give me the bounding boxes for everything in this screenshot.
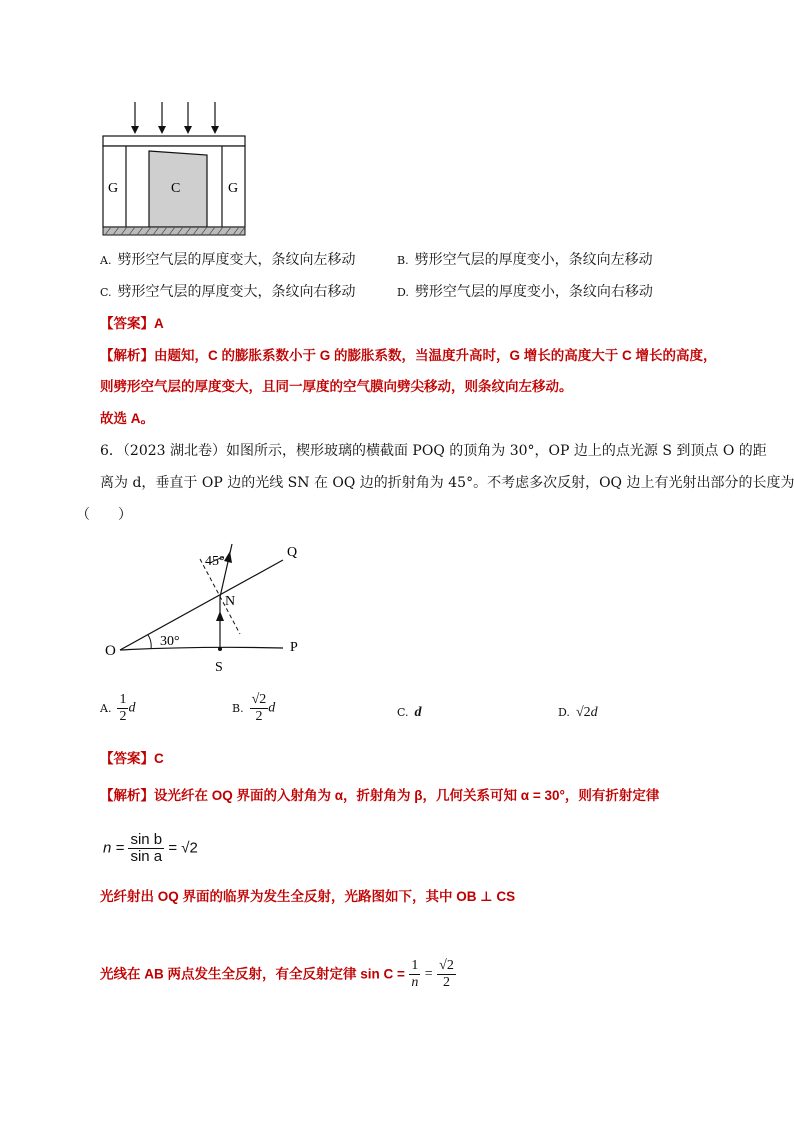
q6-critical-line: 光纤射出 OQ 界面的临界为发生全反射，光路图如下，其中 OB ⊥ CS	[100, 889, 516, 904]
label-o: O	[105, 643, 116, 659]
wedge-glass-figure	[100, 537, 320, 677]
q6-stem-line3: （ ）	[76, 507, 132, 523]
thermal-expansion-figure	[95, 96, 255, 241]
label-g-right: G	[228, 181, 239, 196]
q5-analysis-line1: 【解析】由题知，C 的膨胀系数小于 G 的膨胀系数，当温度升高时，G 增长的高度大于 C 增长的高度，	[100, 348, 717, 363]
label-q: Q	[287, 545, 298, 560]
q6-option-c: C. d	[397, 705, 422, 720]
q6-stem-line1: 6．（2023 湖北卷）如图所示，楔形玻璃的横截面 POQ 的顶角为 30°，OP 边上的点光源 S 到顶点 O 的距	[100, 443, 767, 459]
q6-analysis-intro: 【解析】设光纤在 OQ 界面的入射角为 α，折射角为 β，几何关系可知 α = 30°，则有折射定律	[100, 788, 660, 803]
q5-answer: 【答案】A	[100, 316, 164, 331]
edge-oq	[120, 560, 283, 650]
label-p: P	[290, 640, 298, 655]
q5-conclusion: 故选 A。	[100, 411, 154, 426]
q5-option-d: D. 劈形空气层的厚度变小，条纹向右移动	[397, 284, 653, 300]
q6-stem-line2: 离为 d，垂直于 OP 边的光线 SN 在 OQ 边的折射角为 45°。不考虑多次反射，OQ 边上有光射出部分的长度为	[100, 475, 794, 491]
edge-op	[120, 647, 283, 650]
label-angle-30: 30°	[160, 634, 180, 649]
q5-analysis-line2: 则劈形空气层的厚度变大，且同一厚度的空气膜向劈尖移动，则条纹向左移动。	[100, 379, 573, 394]
total-reflection-line: 光线在 AB 两点发生全反射，有全反射定律 sin C = $\frac{1}{n}$ = $\frac{√2}{2}$	[100, 958, 454, 990]
refraction-equation: n = $\frac{\text{sin b}}{\text{sin a}}$ = √2	[103, 831, 198, 865]
q5-option-a: A. 劈形空气层的厚度变大，条纹向左移动	[100, 252, 356, 268]
q6-option-b: B. $\frac{√2}{2}$ d	[232, 692, 276, 724]
q6-option-d: D. √2d	[558, 705, 598, 720]
label-angle-45: 45°	[205, 554, 225, 569]
q6-answer: 【答案】C	[100, 751, 164, 766]
q5-option-c: C. 劈形空气层的厚度变大，条纹向右移动	[100, 284, 356, 300]
label-s: S	[215, 660, 223, 675]
label-c: C	[171, 181, 181, 196]
label-g-left: G	[108, 181, 119, 196]
q6-option-a: A. $\frac{1}{2}$ d	[100, 692, 136, 724]
top-glass-plate	[103, 136, 245, 146]
label-n: N	[225, 594, 236, 609]
q5-option-b: B. 劈形空气层的厚度变小，条纹向左移动	[397, 252, 653, 268]
